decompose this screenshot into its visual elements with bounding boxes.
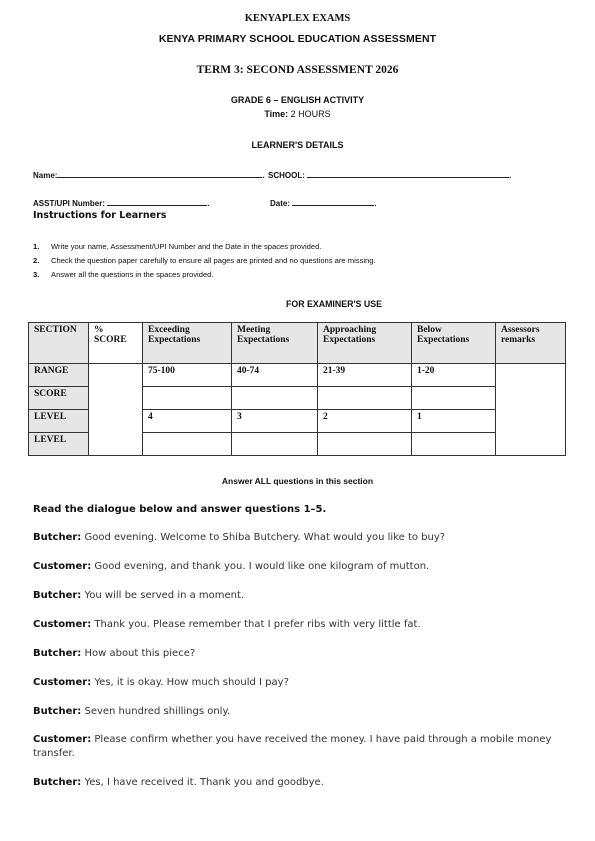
asst-blank[interactable]	[107, 198, 207, 206]
dialogue-line	[33, 733, 563, 761]
row-label: LEVEL	[29, 410, 89, 433]
dialogue-line	[33, 531, 563, 545]
percent-score-cell[interactable]	[89, 364, 143, 456]
speaker-label: Butcher:	[33, 706, 82, 717]
learner-details-heading: LEARNER'S DETAILS	[251, 140, 344, 150]
dialogue-line	[33, 618, 563, 632]
row-label: SCORE	[29, 387, 89, 410]
dialogue-line	[33, 589, 563, 603]
table-row	[29, 364, 566, 387]
dialogue-text: Yes, I have received it. Thank you and goodbye.	[84, 777, 324, 788]
row-label: LEVEL	[29, 433, 89, 456]
asst-label: ASST/UPI Number:	[33, 199, 106, 208]
instruction-item: 1. Write your name, Assessment/UPI Number and the Date in the spaces provided.	[33, 242, 322, 251]
col-header: % SCORE	[89, 323, 143, 364]
table-cell: 1	[412, 410, 496, 433]
table-cell[interactable]	[143, 387, 232, 410]
school-label: SCHOOL:	[268, 171, 305, 180]
dialogue-text: Good evening, and thank you. I would like one kilogram of mutton.	[94, 561, 430, 572]
org-title: KENYAPLEX EXAMS	[244, 13, 351, 24]
table-cell: 2	[318, 410, 412, 433]
name-field[interactable]: Name: .	[33, 171, 265, 180]
table-cell[interactable]	[318, 387, 412, 410]
grade-title: GRADE 6 – ENGLISH ACTIVITY	[230, 95, 365, 105]
dialogue-text: Yes, it is okay. How much should I pay?	[94, 677, 289, 688]
dialogue-line	[33, 705, 563, 719]
assessors-remarks-cell[interactable]	[496, 364, 566, 456]
dialogue-text: Please confirm whether you have received the money. I have paid through a mobile money transfer.	[33, 734, 552, 759]
table-cell[interactable]	[412, 433, 496, 456]
dialogue-line	[33, 776, 563, 790]
table-cell: 1-20	[412, 364, 496, 387]
time-label: Time:	[264, 109, 289, 119]
time-line	[0, 109, 595, 119]
dialogue-line	[33, 647, 563, 661]
speaker-label: Butcher:	[33, 590, 82, 601]
school-blank[interactable]	[307, 170, 509, 178]
table-cell: 21-39	[318, 364, 412, 387]
table-cell[interactable]	[412, 387, 496, 410]
speaker-label: Butcher:	[33, 532, 82, 543]
dialogue-text: You will be served in a moment.	[84, 590, 245, 601]
table-cell[interactable]	[232, 387, 318, 410]
col-header: Approaching Expectations	[318, 323, 412, 364]
dialogue-line	[33, 676, 563, 690]
row-label: RANGE	[29, 364, 89, 387]
dialogue-prompt: Read the dialogue below and answer questions 1–5.	[33, 504, 327, 515]
name-label: Name:	[33, 171, 58, 180]
col-header: Assessors remarks	[496, 323, 566, 364]
instruction-item: 2. Check the question paper carefully to ensure all pages are printed and no questions are missing.	[33, 256, 376, 265]
dialogue-text: How about this piece?	[84, 648, 196, 659]
examiner-use-heading: FOR EXAMINER'S USE	[286, 299, 382, 309]
school-field[interactable]: SCHOOL: .	[268, 171, 512, 180]
time-value: 2 HOURS	[290, 109, 331, 119]
name-blank[interactable]	[57, 170, 262, 178]
speaker-label: Customer:	[33, 677, 92, 688]
dialogue-text: Thank you. Please remember that I prefer ribs with very little fat.	[94, 619, 421, 630]
speaker-label: Butcher:	[33, 648, 82, 659]
col-header: SECTION	[29, 323, 89, 364]
assessment-title: KENYA PRIMARY SCHOOL EDUCATION ASSESSMENT	[158, 33, 437, 45]
speaker-label: Customer:	[33, 619, 92, 630]
col-header: Below Expectations	[412, 323, 496, 364]
table-cell[interactable]	[232, 433, 318, 456]
table-cell: 40-74	[232, 364, 318, 387]
speaker-label: Customer:	[33, 561, 92, 572]
date-blank[interactable]	[292, 198, 374, 206]
table-cell: 3	[232, 410, 318, 433]
speaker-label: Customer:	[33, 734, 92, 745]
table-cell[interactable]	[318, 433, 412, 456]
term-title: TERM 3: SECOND ASSESSMENT 2026	[196, 64, 399, 76]
dialogue-text: Seven hundred shillings only.	[84, 706, 231, 717]
table-cell[interactable]	[143, 433, 232, 456]
asst-field[interactable]: ASST/UPI Number: .	[33, 199, 210, 208]
col-header: Meeting Expectations	[232, 323, 318, 364]
table-cell: 75-100	[143, 364, 232, 387]
date-label: Date:	[270, 199, 291, 208]
instructions-title: Instructions for Learners	[33, 210, 167, 221]
table-cell: 4	[143, 410, 232, 433]
examiner-score-table	[28, 322, 566, 456]
answer-all-instruction: Answer ALL questions in this section	[221, 476, 374, 486]
instruction-item: 3. Answer all the questions in the spaces provided.	[33, 270, 214, 279]
col-header: Exceeding Expectations	[143, 323, 232, 364]
speaker-label: Butcher:	[33, 777, 82, 788]
date-field[interactable]: Date: .	[270, 199, 377, 208]
dialogue-text: Good evening. Welcome to Shiba Butchery. What would you like to buy?	[84, 532, 446, 543]
dialogue-line	[33, 560, 563, 574]
